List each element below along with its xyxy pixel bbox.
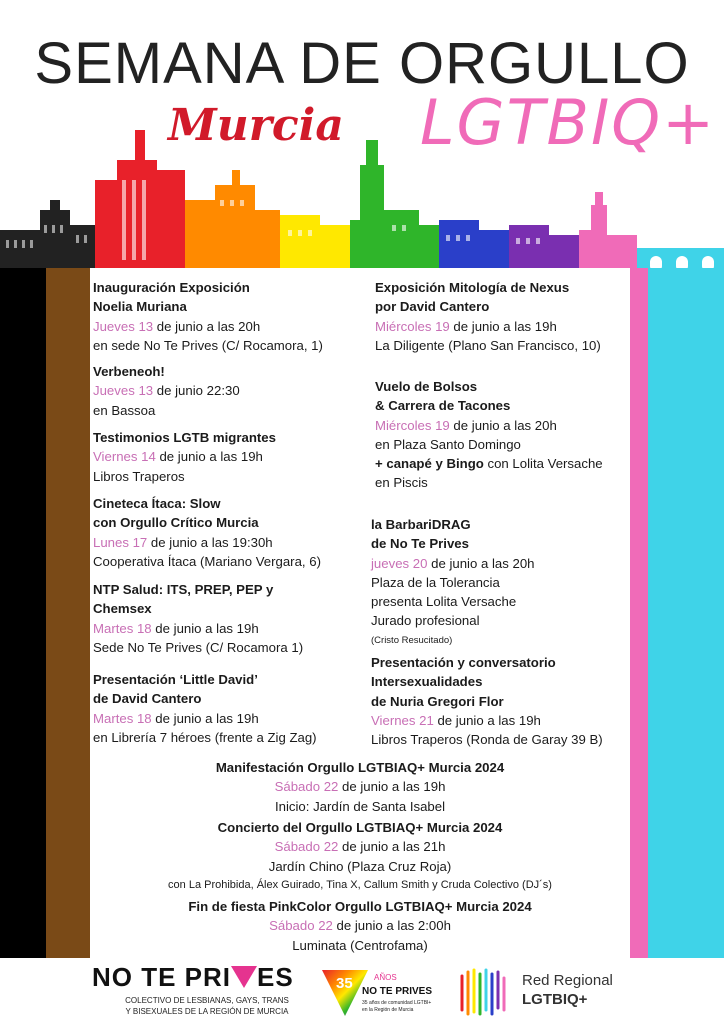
event-detail: Jurado profesional [371,613,480,629]
event-right-1 [375,278,601,355]
event-time: de junio a las 19h [338,779,446,795]
event-title: Testimonios LGTB migrantes [93,430,276,445]
event-day: Jueves 13 [93,318,154,334]
event-time: de junio a las 19h [151,620,259,636]
event-venue: en sede No Te Prives (C/ Rocamora, 1) [93,337,323,353]
event-day: jueves 20 [371,555,428,571]
no-te-prives-subtitle [112,996,302,1017]
event-venue: en Librería 7 héroes (frente a Zig Zag) [93,729,317,745]
ntp-subtitle-2: Y BISEXUALES DE LA REGIÓN DE MURCIA [125,1006,289,1016]
stripe-cyan [648,268,724,1024]
anniversary-logo [320,966,440,1020]
event-time: de junio a las 21h [338,839,446,855]
city-script: Murcia [168,100,344,151]
event-extra-line: en Piscis [375,475,428,491]
event-left-2 [93,362,240,420]
event-day: Martes 18 [93,620,152,636]
ntp-text-1: NO TE PRI [92,962,232,992]
stripe-brown [46,268,90,1024]
event-time: de junio a las 2:00h [332,918,451,934]
event-left-1 [93,278,323,355]
event-center-1 [90,758,630,816]
event-title: Concierto del Orgullo LGTBIAQ+ Murcia 2024 [217,820,503,835]
event-title: NTP Salud: ITS, PREP, PEP y Chemsex [93,582,274,617]
anniversary-number: 35 [336,975,353,992]
event-time: de junio a las 20h [427,555,535,571]
event-time: de junio a las 19h [155,449,263,465]
rainbow-skyline-illustration [0,130,724,272]
event-title: Inauguración Exposición Noelia Muriana [93,280,250,315]
event-title: Presentación y conversatorio Intersexualidades de Nuria Gregori Flor [371,655,556,709]
event-day: Viernes 14 [93,449,156,465]
event-left-5 [93,580,303,657]
red-regional-text [522,971,613,1009]
event-time: de junio 22:30 [153,383,240,399]
event-left-4 [93,494,321,571]
event-time: de junio a las 20h [449,417,557,433]
event-venue: La Diligente (Plano San Francisco, 10) [375,337,601,353]
stripe-pink [630,268,648,1024]
poster-title: SEMANA DE ORGULLO [34,31,690,96]
ntp-subtitle-1: COLECTIVO DE LESBIANAS, GAYS, TRANS [125,996,289,1005]
anniversary-word: AÑOS [374,973,397,982]
event-day: Jueves 13 [93,383,154,399]
event-time: de junio a las 19h [433,712,541,728]
event-day: Sábado 22 [269,918,333,934]
event-venue: en Plaza Santo Domingo [375,436,521,452]
event-title: Presentación ‘Little David’ de David Cantero [93,672,258,707]
event-left-3 [93,428,276,486]
lgtbiq-script: LGTBIQ+ [420,86,717,159]
event-venue: Sede No Te Prives (C/ Rocamora 1) [93,639,304,655]
event-day: Martes 18 [93,710,152,726]
event-title: Manifestación Orgullo LGTBIAQ+ Murcia 2024 [215,760,505,775]
stripe-black [0,268,46,1024]
event-day: Miércoles 19 [375,318,450,334]
event-title: Vuelo de Bolsos & Carrera de Tacones [375,379,511,414]
event-day: Lunes 17 [93,534,148,550]
event-venue: Luminata (Centrofama) [292,937,428,953]
red-regional-line2: LGTBIQ+ [522,991,588,1008]
event-venue: Libros Traperos [93,468,185,484]
event-detail: presenta Lolita Versache [371,594,517,610]
event-title: Verbeneoh! [93,364,165,379]
event-venue: Libros Traperos (Ronda de Garay 39 B) [371,732,603,748]
event-time: de junio a las 20h [153,318,261,334]
event-extra-bold: + canapé y Bingo [375,456,484,472]
anniversary-name: NO TE PRIVES [362,986,433,997]
event-lineup: con La Prohibida, Álex Guirado, Tina X, Callum Smith y Cruda Colectivo (DJ´s) [168,878,552,891]
event-center-3 [90,897,630,955]
event-day: Sábado 22 [274,779,339,795]
event-day: Miércoles 19 [375,417,450,433]
red-regional-logo-icon [456,966,516,1018]
event-venue: Plaza de la Tolerancia [371,574,500,590]
anniversary-subtitle-2: en la Región de Murcia [362,1007,414,1013]
red-regional-line1: Red Regional [522,972,613,989]
event-time: de junio a las 19h [449,318,557,334]
event-title: Fin de fiesta PinkColor Orgullo LGTBIAQ+ Murcia 2024 [188,899,532,914]
event-extra: con Lolita Versache [483,456,603,472]
event-venue: en Bassoa [93,402,156,418]
event-center-2 [90,818,630,895]
ntp-text-2: ES [257,962,294,992]
event-left-6 [93,670,317,747]
event-note: (Cristo Resucitado) [371,634,453,646]
no-te-prives-logo [92,962,294,993]
event-title: Exposición Mitología de Nexus por David Cantero [375,280,570,315]
event-title: Cineteca Ítaca: Slow con Orgullo Crítico Murcia [93,496,259,531]
event-right-2 [375,377,603,493]
event-right-3 [371,515,535,650]
event-right-4 [371,653,603,749]
event-day: Sábado 22 [274,839,339,855]
event-venue: Jardín Chino (Plaza Cruz Roja) [268,858,452,874]
event-time: de junio a las 19:30h [147,534,273,550]
anniversary-subtitle-1: 35 años de comunidad LGTBI+ [362,1000,432,1006]
event-venue: Inicio: Jardín de Santa Isabel [274,798,446,814]
event-day: Viernes 21 [371,712,434,728]
event-venue: Cooperativa Ítaca (Mariano Vergara, 6) [93,553,321,569]
event-time: de junio a las 19h [151,710,259,726]
pink-triangle-icon [231,966,257,988]
event-title: la BarbariDRAG de No Te Prives [371,517,471,552]
